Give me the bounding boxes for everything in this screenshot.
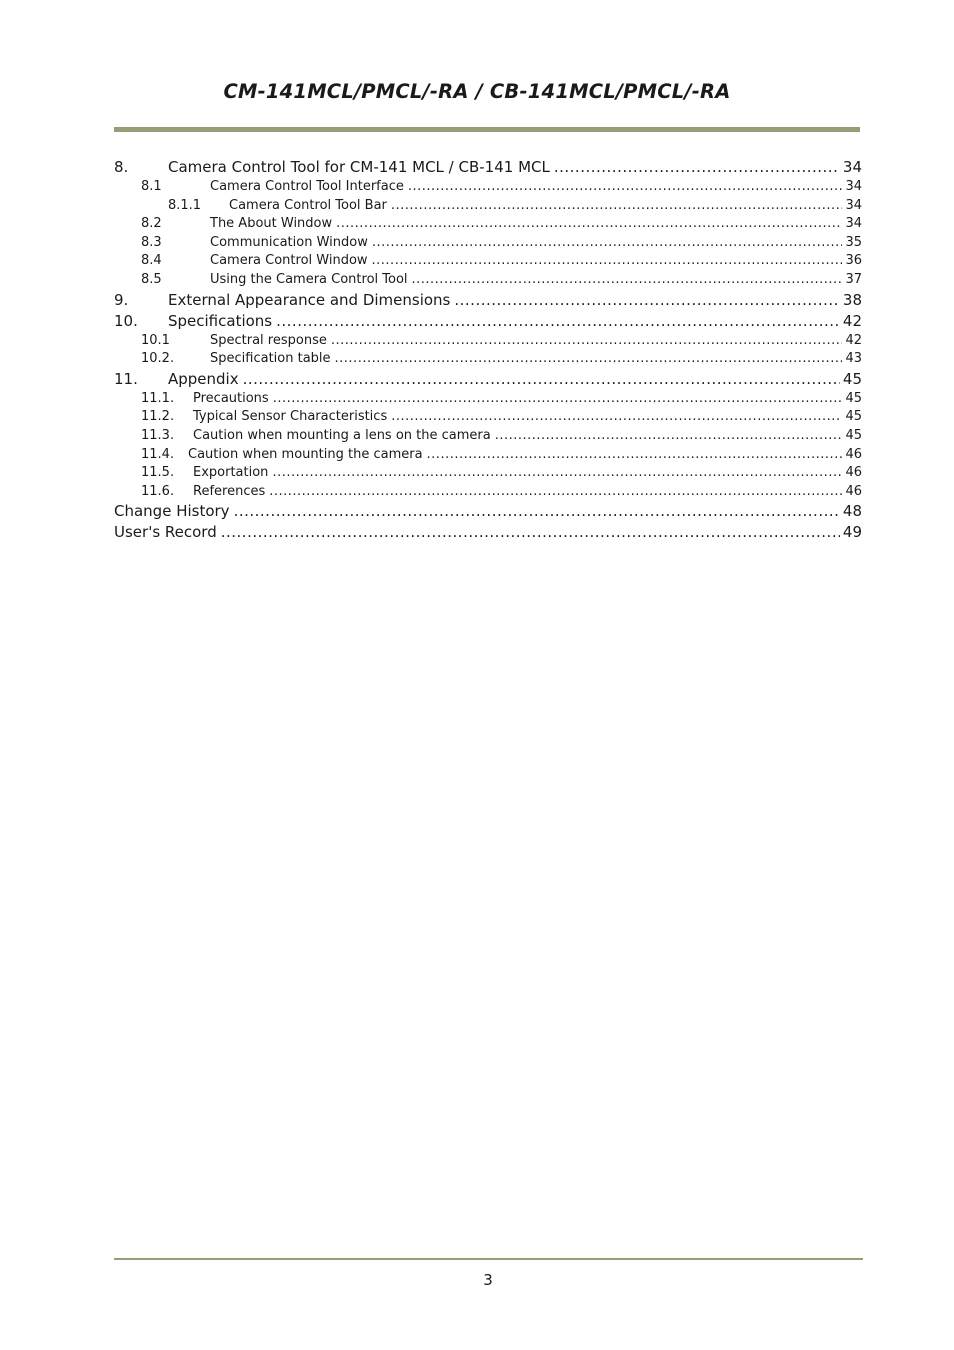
toc-dot-leader (276, 311, 840, 332)
toc-dot-leader (273, 390, 843, 409)
toc-entry-title: Precautions (193, 390, 269, 406)
toc-entry-number: 11.5. (141, 465, 175, 481)
toc-entry-page: 37 (845, 271, 862, 287)
toc-entry-page: 42 (842, 311, 862, 330)
toc-entry[interactable] (114, 464, 862, 483)
toc-dot-leader (331, 332, 843, 351)
toc-dot-leader (372, 252, 843, 271)
toc-entry-number: 8.1 (141, 179, 162, 194)
toc-entry-page: 38 (842, 290, 862, 309)
toc-entry[interactable] (114, 390, 862, 409)
toc-entry-title: Caution when mounting the camera (188, 446, 423, 462)
toc-entry-page: 45 (845, 390, 862, 406)
toc-entry-number: 11.6. (141, 483, 175, 499)
toc-entry-number: 8.3 (141, 234, 162, 250)
toc-entry-title: Spectral response (210, 332, 327, 348)
toc-entry-page: 49 (842, 523, 862, 542)
toc-dot-leader (221, 522, 840, 543)
toc-entry[interactable] (114, 197, 862, 216)
toc-dot-leader (391, 197, 843, 216)
toc-entry-page: 34 (842, 158, 862, 176)
header-divider (114, 127, 860, 132)
toc-entry-title: Specifications (168, 311, 273, 330)
toc-entry-page: 34 (845, 179, 862, 194)
toc-entry-title: Specification table (210, 351, 331, 367)
toc-entry-title: External Appearance and Dimensions (168, 290, 451, 309)
toc-entry-title: Camera Control Tool Interface (210, 179, 404, 194)
toc-entry-number: 10.2. (141, 351, 175, 367)
toc-entry-title: Change History (114, 502, 230, 521)
toc-entry-number: 9. (114, 290, 129, 309)
table-of-contents (114, 157, 862, 543)
document-title: CM-141MCL/PMCL/-RA / CB-141MCL/PMCL/-RA (223, 80, 731, 103)
toc-dot-leader (336, 215, 842, 234)
toc-entry[interactable] (114, 178, 862, 197)
toc-dot-leader (408, 178, 843, 197)
toc-entry-page: 34 (845, 197, 862, 213)
toc-dot-leader (272, 464, 842, 483)
footer-divider (114, 1258, 863, 1260)
toc-entry-page: 46 (845, 446, 862, 462)
toc-entry[interactable] (114, 369, 862, 390)
toc-entry-number: 11. (114, 369, 138, 388)
toc-entry-page: 43 (845, 351, 862, 367)
toc-entry-title: Camera Control Tool for CM-141 MCL / CB-141 MCL (168, 158, 550, 176)
toc-entry-number: 8.4 (141, 253, 162, 269)
toc-entry[interactable] (114, 446, 862, 465)
toc-entry-number: 11.1. (141, 390, 175, 406)
toc-entry-number: 11.3. (141, 427, 175, 443)
toc-entry-title: Appendix (168, 369, 239, 388)
toc-entry-title: Typical Sensor Characteristics (193, 409, 388, 425)
toc-dot-leader (234, 501, 840, 522)
toc-entry[interactable] (114, 290, 862, 311)
toc-entry-title: Caution when mounting a lens on the camera (193, 427, 491, 443)
toc-entry-page: 46 (845, 465, 862, 481)
toc-entry-title: Communication Window (210, 234, 368, 250)
toc-entry-title: Exportation (193, 465, 269, 481)
toc-entry[interactable] (114, 215, 862, 234)
toc-entry-page: 48 (842, 502, 862, 521)
toc-entry-number: 8.5 (141, 271, 162, 287)
toc-entry-page: 34 (845, 216, 862, 232)
toc-entry[interactable] (114, 427, 862, 446)
toc-entry-page: 36 (845, 253, 862, 269)
page-number: 3 (483, 1271, 493, 1289)
toc-entry[interactable] (114, 157, 862, 178)
toc-dot-leader (269, 483, 842, 502)
toc-entry-number: 8.1.1 (168, 197, 202, 213)
toc-entry-title: Camera Control Window (210, 253, 368, 269)
toc-entry-title: Using the Camera Control Tool (210, 271, 408, 287)
toc-entry[interactable] (114, 252, 862, 271)
toc-dot-leader (495, 427, 843, 446)
toc-entry-page: 45 (842, 369, 862, 388)
toc-entry[interactable] (114, 311, 862, 332)
toc-entry[interactable] (114, 332, 862, 351)
toc-entry-page: 42 (845, 332, 862, 348)
toc-entry-page: 35 (845, 234, 862, 250)
toc-entry[interactable] (114, 501, 862, 522)
toc-entry-number: 8. (114, 158, 129, 176)
toc-entry-number: 10.1 (141, 332, 170, 348)
toc-entry[interactable] (114, 271, 862, 290)
toc-dot-leader (391, 408, 842, 427)
toc-entry-page: 45 (845, 409, 862, 425)
toc-dot-leader (554, 157, 840, 178)
toc-entry-page: 45 (845, 427, 862, 443)
toc-entry-title: User's Record (114, 523, 217, 542)
toc-entry-number: 10. (114, 311, 138, 330)
toc-dot-leader (412, 271, 843, 290)
toc-entry[interactable] (114, 234, 862, 253)
toc-entry-title: References (193, 483, 266, 499)
toc-entry-title: Camera Control Tool Bar (229, 197, 387, 213)
toc-dot-leader (454, 290, 840, 311)
toc-dot-leader (372, 234, 843, 253)
toc-entry[interactable] (114, 522, 862, 543)
toc-dot-leader (427, 446, 843, 465)
toc-entry-page: 46 (845, 483, 862, 499)
toc-dot-leader (335, 350, 843, 369)
toc-entry[interactable] (114, 350, 862, 369)
toc-entry-number: 8.2 (141, 216, 162, 232)
toc-entry-title: The About Window (210, 216, 333, 232)
toc-entry[interactable] (114, 483, 862, 502)
toc-dot-leader (243, 369, 840, 390)
toc-entry-number: 11.4. (141, 446, 175, 462)
toc-entry[interactable] (114, 408, 862, 427)
toc-entry-number: 11.2. (141, 409, 175, 425)
